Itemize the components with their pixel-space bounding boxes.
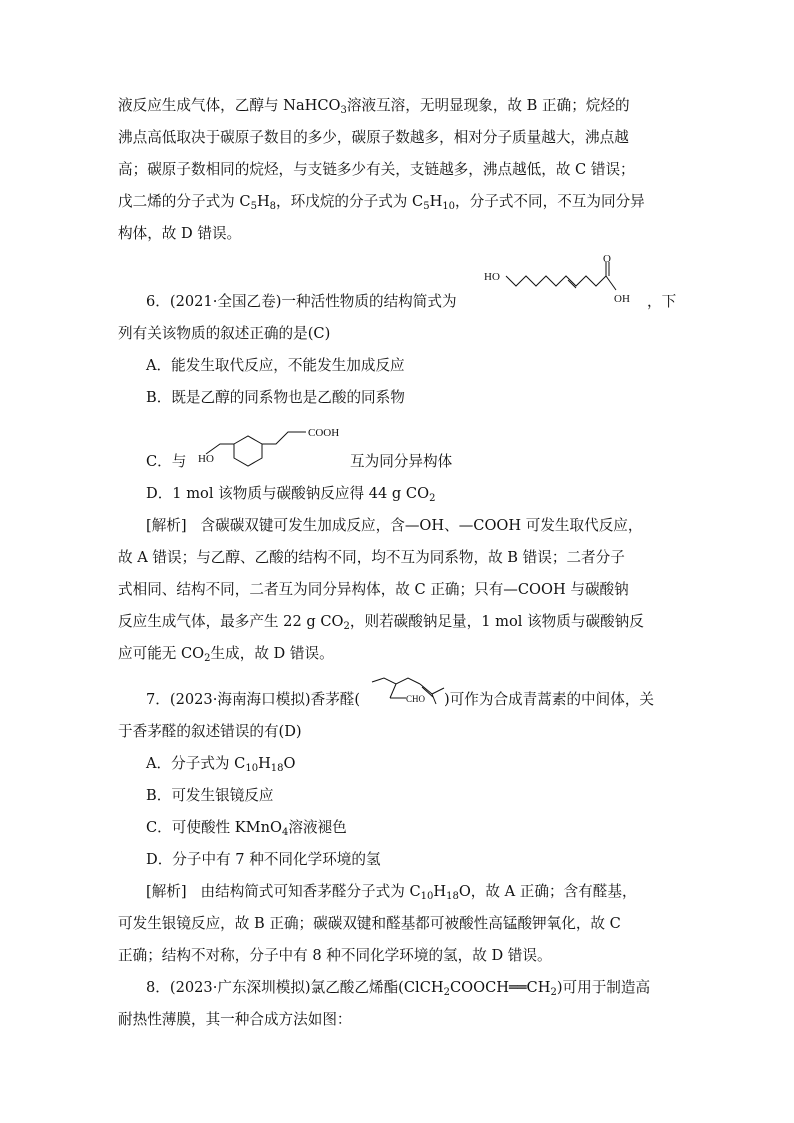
structure-cho-label: CHO [406, 694, 426, 704]
text-line: 反应生成气体，最多产生 22 g $CO_2$，则若碳酸钠足量，1 mol 该物质与碳酸钠反 [118, 613, 644, 632]
q6-option-b: B．既是乙醇的同系物也是乙酸的同系物 [146, 389, 405, 406]
structure-o-label: O [603, 253, 611, 265]
question-8-stem-line2: 耐热性薄膜，其一种合成方法如图： [118, 1011, 352, 1028]
structure-cooh-label: COOH [308, 427, 340, 439]
q7-analysis: [解析] 由结构简式可知香茅醛分子式为 $C_{10}H_{18}O$，故 A 正确；含有醛基， [146, 883, 637, 902]
structure-ho-label: HO [198, 453, 214, 465]
question-7-stem: 7．(2023·海南海口模拟)香茅醛( [146, 691, 361, 708]
structure-oh-label: OH [614, 293, 630, 305]
q7-structure-image [370, 670, 450, 710]
question-6-stem-line2: 列有关该物质的叙述正确的是(C) [118, 325, 331, 342]
question-7-stem-end: )可作为合成青蒿素的中间体，关 [444, 691, 655, 708]
q6-option-d: D．1 mol 该物质与碳酸钠反应得 44 g $CO_2$ [146, 485, 436, 504]
text-line: 式相同、结构不同，二者互为同分异构体，故 C 正确；只有—COOH 与碳酸钠 [118, 581, 629, 598]
analysis-label: [解析] [146, 883, 187, 900]
q6-option-c-structure [196, 420, 356, 470]
text-line: 应可能无 $CO_2$生成，故 D 错误。 [118, 645, 334, 664]
question-8-stem: 8．(2023·广东深圳模拟)氯乙酸乙烯酯$(ClCH_2COOCH══CH_2)$可用于制造高 [146, 979, 651, 998]
q7-option-a: A．分子式为 $C_{10}H_{18}O$ [146, 755, 296, 774]
question-6-stem-end: ，下 [647, 293, 677, 310]
q6-structure-image [484, 253, 664, 316]
text-line: 沸点高低取决于碳原子数目的多少，碳原子数越多，相对分子质量越大，沸点越 [118, 129, 629, 146]
text-line: 高；碳原子数相同的烷烃，与支链多少有关，支链越多，沸点越低，故 C 错误； [118, 161, 635, 178]
text-line: 可发生银镜反应，故 B 正确；碳碳双键和醛基都可被酸性高锰酸钾氧化，故 C [118, 915, 621, 932]
text-line: 戊二烯的分子式为 $C_5H_8$，环戊烷的分子式为 $C_5H_{10}$，分子式不同，不互为同分异 [118, 193, 645, 212]
text-line: 故 A 错误；与乙醇、乙酸的结构不同，均不互为同系物，故 B 错误；二者分子 [118, 549, 625, 566]
q6-analysis: [解析] 含碳碳双键可发生加成反应，含—OH、—COOH 可发生取代反应， [146, 517, 643, 534]
q6-option-a: A．能发生取代反应，不能发生加成反应 [146, 357, 405, 374]
q6-option-c-start: C．与 [146, 453, 187, 470]
analysis-label: [解析] [146, 517, 187, 534]
q7-option-b: B．可发生银镜反应 [146, 787, 274, 804]
q6-option-c-end: 互为同分异构体 [350, 453, 453, 470]
question-7-stem-line2: 于香茅醛的叙述错误的有(D) [118, 723, 302, 740]
structure-ho-label: HO [484, 271, 500, 283]
q7-option-c: C．可使酸性 KMnO$_4$溶液褪色 [146, 819, 347, 838]
text-line: 构体，故 D 错误。 [118, 225, 242, 242]
question-6-stem: 6．(2021·全国乙卷)一种活性物质的结构简式为 [146, 293, 457, 310]
text-line: 液反应生成气体，乙醇与 NaHCO$_3$溶液互溶，无明显现象，故 B 正确；烷烃的 [118, 97, 630, 116]
q7-option-d: D．分子中有 7 种不同化学环境的氢 [146, 851, 381, 868]
text-line: 正确；结构不对称，分子中有 8 种不同化学环境的氢，故 D 错误。 [118, 947, 552, 964]
